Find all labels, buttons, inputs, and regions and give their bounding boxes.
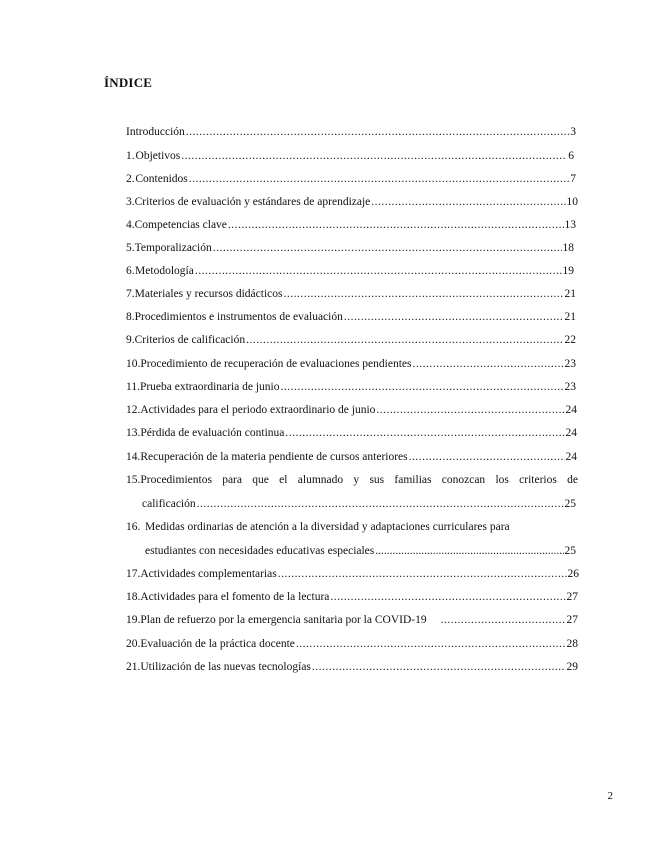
page-title: ÍNDICE xyxy=(104,75,153,90)
toc-entry-page: 13 xyxy=(564,219,576,231)
toc-entry-5[interactable] xyxy=(126,241,574,255)
toc-entry-text: Temporalización xyxy=(134,242,212,254)
toc-entry-text: Recuperación de la materia pendiente de cursos anteriores xyxy=(140,451,408,463)
toc-leader-dots xyxy=(228,218,564,232)
toc-entry-line-1 xyxy=(126,473,578,487)
toc-entry-15[interactable] xyxy=(126,473,578,513)
toc-entry-8[interactable] xyxy=(126,310,576,324)
toc-entry-number: 2. xyxy=(126,173,135,185)
toc-entry-text: Introducción xyxy=(126,126,185,138)
toc-entry-text-continued: calificación xyxy=(142,498,196,510)
toc-entry-page: 26 xyxy=(567,568,579,580)
toc-entry-text: Utilización de las nuevas tecnologías xyxy=(140,661,311,673)
toc-entry-number: 16. xyxy=(126,521,141,533)
toc-leader-dots xyxy=(285,426,564,440)
toc-entry-text: Evaluación de la práctica docente xyxy=(140,638,295,650)
toc-entry-number: 6. xyxy=(126,265,135,277)
toc-entry-number: 1. xyxy=(126,150,135,162)
toc-entry-2[interactable] xyxy=(126,172,576,186)
toc-entry-number: 19. xyxy=(126,614,141,626)
toc-leader-dots xyxy=(246,333,563,347)
toc-entry-page: 27 xyxy=(566,614,578,626)
toc-entry-text-continued: estudiantes con necesidades educativas especiales xyxy=(145,545,375,557)
toc-entry-number: 13. xyxy=(126,427,141,439)
toc-entry-19[interactable] xyxy=(126,613,578,627)
toc-entry-number: 21. xyxy=(126,661,141,673)
toc-leader-dots xyxy=(186,125,569,139)
toc-entry-text: Procedimientos para que el alumnado y sus familias conozcan los criterios de xyxy=(140,474,578,486)
toc-entry-line-1 xyxy=(126,520,578,534)
toc-entry-text: Competencias clave xyxy=(134,219,227,231)
toc-leader-dots xyxy=(189,172,569,186)
toc-entry-page: 7 xyxy=(570,173,576,185)
toc-leader-dots xyxy=(330,590,565,604)
toc-entry-page: 25 xyxy=(564,545,576,557)
toc-leader-dots xyxy=(412,357,563,371)
toc-entry-3[interactable] xyxy=(126,195,578,209)
toc-entry-page: 24 xyxy=(565,427,577,439)
toc-entry-text: Actividades para el fomento de la lectura xyxy=(140,591,330,603)
toc-entry-page: 21 xyxy=(564,311,576,323)
toc-entry-number: 10. xyxy=(126,358,141,370)
toc-entry-number: 3. xyxy=(126,196,135,208)
toc-entry-number: 20. xyxy=(126,638,141,650)
toc-entry-10[interactable] xyxy=(126,357,576,371)
toc-leader-dots xyxy=(195,264,562,278)
toc-entry-13[interactable] xyxy=(126,426,577,440)
toc-entry-page: 3 xyxy=(570,126,576,138)
toc-leader-dots xyxy=(375,544,563,558)
toc-entry-page: 24 xyxy=(565,404,577,416)
toc-entry-4[interactable] xyxy=(126,218,576,232)
toc-entry-page: 18 xyxy=(562,242,574,254)
toc-entry-page: 6 xyxy=(568,150,574,162)
toc-entry-12[interactable] xyxy=(126,403,577,417)
toc-entry-introduccion[interactable] xyxy=(126,125,576,139)
toc-entry-text: Objetivos xyxy=(135,150,181,162)
toc-entry-text: Contenidos xyxy=(135,173,188,185)
toc-leader-dots xyxy=(281,380,564,394)
toc-entry-number: 18. xyxy=(126,591,141,603)
toc-entry-page: 22 xyxy=(564,334,576,346)
toc-entry-page: 24 xyxy=(565,451,577,463)
toc-entry-20[interactable] xyxy=(126,637,578,651)
toc-entry-9[interactable] xyxy=(126,333,576,347)
toc-entry-14[interactable] xyxy=(126,450,577,464)
toc-entry-line-2 xyxy=(142,497,576,511)
toc-entry-number: 9. xyxy=(126,334,135,346)
toc-entry-number: 8. xyxy=(126,311,135,323)
toc-entry-page: 29 xyxy=(566,661,578,673)
toc-entry-18[interactable] xyxy=(126,590,578,604)
toc-entry-page: 21 xyxy=(564,288,576,300)
toc-entry-16[interactable] xyxy=(126,520,578,560)
toc-entry-number: 5. xyxy=(126,242,135,254)
toc-entry-21[interactable] xyxy=(126,660,578,674)
toc-entry-page: 23 xyxy=(564,381,576,393)
toc-leader-dots xyxy=(441,613,566,627)
toc-entry-line-2 xyxy=(145,544,576,558)
toc-entry-text: Medidas ordinarias de atención a la diversidad y adaptaciones curriculares para xyxy=(145,521,510,533)
toc-entry-text: Prueba extraordinaria de junio xyxy=(139,381,280,393)
toc-entry-page: 25 xyxy=(564,498,576,510)
toc-leader-dots xyxy=(344,310,564,324)
toc-entry-number: 4. xyxy=(126,219,135,231)
toc-leader-dots xyxy=(312,660,566,674)
toc-entry-number: 12. xyxy=(126,404,141,416)
toc-entry-text: Plan de refuerzo por la emergencia sanitaria por la COVID-19 xyxy=(140,614,427,626)
toc-entry-page: 19 xyxy=(562,265,574,277)
toc-leader-dots xyxy=(371,195,565,209)
toc-entry-page: 27 xyxy=(566,591,578,603)
toc-leader-dots xyxy=(296,637,566,651)
toc-entry-6[interactable] xyxy=(126,264,574,278)
toc-entry-text: Materiales y recursos didácticos xyxy=(134,288,283,300)
toc-entry-text: Metodología xyxy=(135,265,194,277)
toc-entry-text: Actividades complementarias xyxy=(140,568,277,580)
toc-entry-number: 15. xyxy=(126,474,141,486)
toc-entry-17[interactable] xyxy=(126,567,579,581)
toc-entry-number: 17. xyxy=(126,568,141,580)
toc-leader-dots xyxy=(283,287,563,301)
toc-leader-dots xyxy=(197,497,564,511)
toc-entry-1[interactable] xyxy=(126,149,574,163)
toc-entry-number: 14. xyxy=(126,451,141,463)
toc-entry-11[interactable] xyxy=(126,380,576,394)
toc-entry-number: 11. xyxy=(126,381,140,393)
toc-entry-7[interactable] xyxy=(126,287,576,301)
toc-entry-text: Actividades para el periodo extraordinario de junio xyxy=(140,404,376,416)
toc-entry-page: 10 xyxy=(566,196,578,208)
toc-entry-text: Procedimiento de recuperación de evaluaciones pendientes xyxy=(140,358,412,370)
toc-entry-text: Criterios de evaluación y estándares de aprendizaje xyxy=(134,196,371,208)
toc-leader-dots xyxy=(376,403,564,417)
toc-entry-page: 23 xyxy=(564,358,576,370)
toc-leader-dots xyxy=(181,149,567,163)
toc-entry-text: Criterios de calificación xyxy=(134,334,246,346)
toc-entry-text: Procedimientos e instrumentos de evaluación xyxy=(134,311,343,323)
toc-leader-dots xyxy=(409,450,565,464)
toc-entry-text: Pérdida de evaluación continua xyxy=(140,427,285,439)
toc-entry-number: 7. xyxy=(126,288,135,300)
page-number: 2 xyxy=(607,790,613,802)
toc-leader-dots xyxy=(213,241,562,255)
toc-leader-dots xyxy=(278,567,567,581)
toc-entry-page: 28 xyxy=(566,638,578,650)
